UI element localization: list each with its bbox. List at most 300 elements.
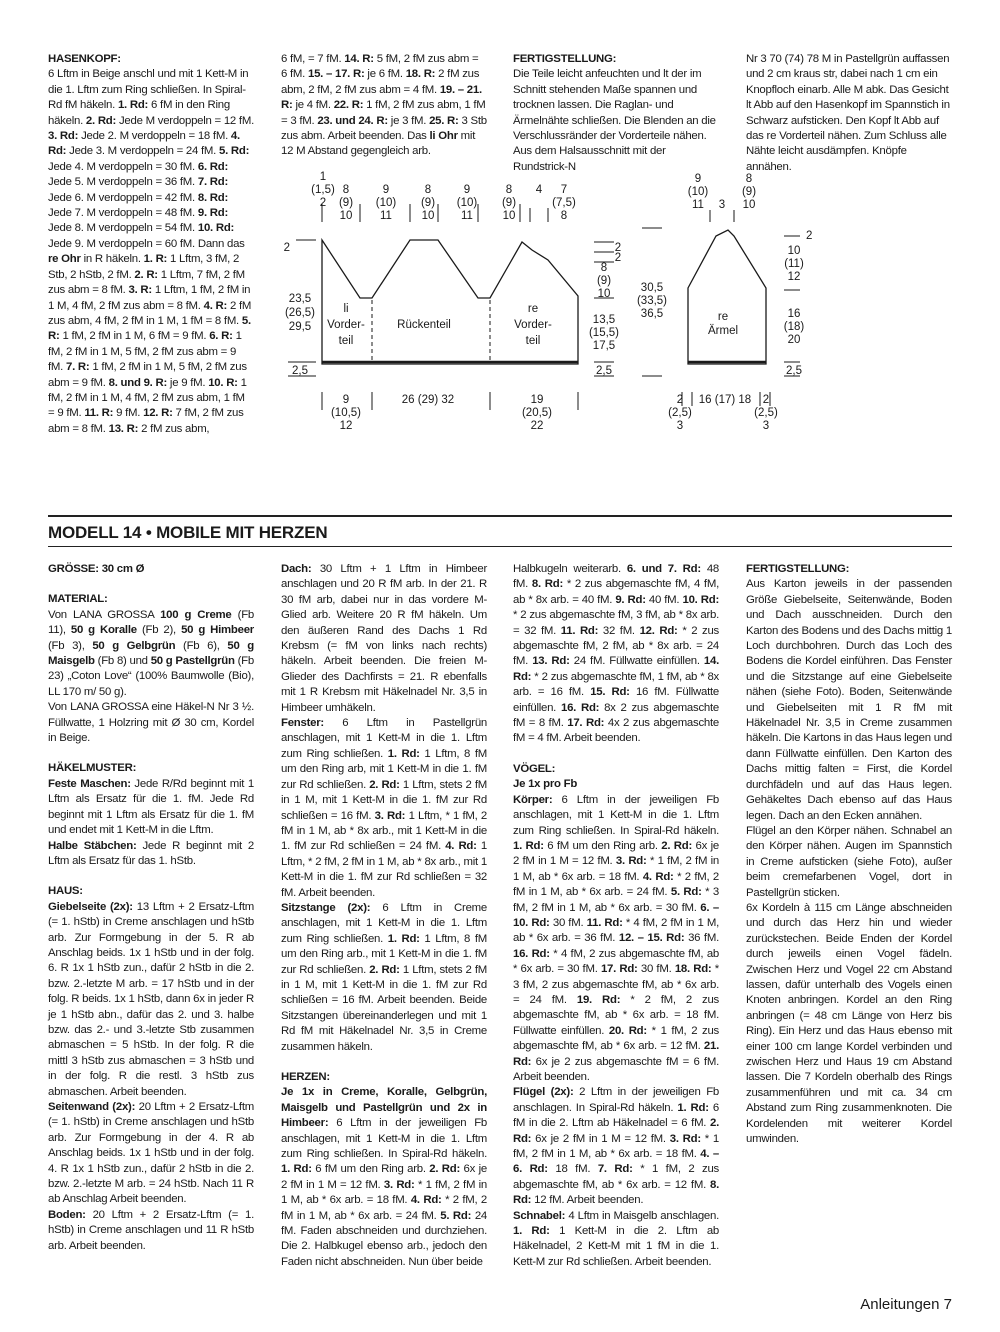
piece-label: re	[717, 311, 729, 323]
bold-label: 19. Rd:	[576, 993, 621, 1006]
text-column-material	[48, 562, 254, 1254]
text-run: 6x je 2 fM in 1 M = 12 fM.	[281, 1163, 487, 1191]
paragraph	[48, 900, 254, 1100]
text-run: Von LANA GROSSA eine Häkel-N Nr 3 ½. Füllwatte, 1 Holzring mit Ø 30 cm, Kordel in Beige.	[48, 701, 254, 745]
dimension-label: 2	[762, 394, 770, 406]
text-run: Jede 4. M verdoppeln = 30 fM.	[48, 160, 198, 173]
dimension-label: 4	[535, 184, 543, 196]
text-run: Jede 7. M verdoppeln = 48 fM.	[48, 207, 198, 220]
dimension-label: (10,5)	[330, 407, 362, 419]
bold-label: 14. R:	[344, 53, 374, 65]
text-run: 20 Lftm + 2 Ersatz-Lftm (= 1. hStb) in Creme anschlagen und 11 R hStb arb. Arbeit beenden.	[48, 1208, 254, 1252]
piece-label: Vorder-	[514, 319, 552, 331]
dimension-label: (26,5)	[284, 307, 316, 319]
text-run: je 6 fM.	[364, 68, 406, 81]
dimension-label: 7	[560, 184, 568, 196]
text-run: * 2 fM, 2 zus abgemaschte fM, ab * 6x arb. = 18 fM. Füllwatte einfüllen.	[513, 993, 719, 1037]
text-run: * 4 fM, 2 fM in 1 M, ab * 6x arb. = 36 fM.	[513, 916, 719, 945]
bold-label: 3. Rd:	[374, 809, 406, 822]
dimension-label: 12	[339, 420, 353, 432]
bold-label: 1. R:	[143, 253, 168, 266]
paragraph	[746, 577, 952, 824]
text-run: 1 fM, 2 fM in 1 M, 5 fM, 2 fM zus abm = 9 fM.	[48, 330, 242, 374]
text-run: 1 Lftm, 7 fM, 2 fM zus abm = 8 fM.	[48, 268, 245, 297]
text-run: 7 fM, 2 fM zus abm = 8 fM.	[48, 407, 244, 435]
bold-label: 18. Rd:	[674, 963, 712, 976]
dimension-label: 2	[614, 242, 622, 254]
text-run: * 2 zus abgemaschte fM, 1 fM, ab * 8x arb. = 16 fM.	[513, 670, 719, 699]
bold-label: 4. Rd:	[642, 870, 674, 883]
bold-label: 12. R:	[143, 407, 173, 420]
text-run: 13 Lftm + 2 Ersatz-Lftm (= 1. hStb) in Creme anschlagen und hStb arb. Zur Formgebung in der 5. R ab Anschlag beids. 1x 1 hStb und in der folg. 6. R 1x 1 hStb zun., dafür 2 hStb in die 2. bzw. 2.-letzte M arb. = 17 hStb und in der folg. R beids. 1x 1 hStb, dann 6x in jeder R je 1 hStb abn., dafür das 2. und 3. halbe bzw. das 2.- und 3.-letzte Stb zusammen abmaschen = 5 hStb. In der folg. R die mittl 3 hStb zus abmaschen = 3 hStb und in der folg. R die restl. 3 hStb zus abmaschen. Arbeit beenden.	[48, 900, 254, 1098]
spacer	[48, 869, 254, 884]
bold-label: 17. Rd:	[600, 963, 638, 976]
text-run: * 2 zus abgemaschte fM, 3 fM, ab * 8x arb. = 32 fM.	[513, 609, 719, 637]
bold-label: 7. R:	[65, 361, 90, 374]
paragraph	[513, 1085, 719, 1208]
dimension-label: 10	[742, 199, 756, 211]
dimension-label: 30,5	[640, 282, 664, 294]
dimension-label: 2	[614, 252, 622, 264]
text-run: 2 Lftm in der jeweiligen Fb anschlagen. In Spiral-Rd häkeln.	[513, 1086, 719, 1114]
bold-label: 4. Rd:	[445, 840, 477, 853]
text-run: Jede 5. M verdoppeln = 36 fM.	[48, 176, 198, 189]
dimension-label: 10	[502, 210, 516, 222]
piece-label: li	[343, 303, 349, 315]
bold-label: 7. Rd:	[197, 176, 229, 189]
text-run: 18 fM.	[547, 1163, 598, 1176]
subheading: FERTIGSTELLUNG:	[746, 563, 850, 575]
text-run: * 2 zus abgemaschte fM, 4 fM, ab * 8x arb. = 40 fM.	[513, 578, 719, 606]
text-column-dach	[281, 562, 487, 1270]
dimension-label: 12	[787, 271, 801, 283]
dimension-label: (2,5)	[754, 407, 778, 419]
text-run: 6 Lftm in Pastellgrün anschlagen, mit 1 Kett-M in die 1. Lftm zum Ring schließen.	[281, 717, 487, 760]
bold-label: 2. Rd:	[513, 1117, 719, 1145]
bold-label: 3. R:	[128, 284, 152, 297]
text-run: Jede 2. M verdoppeln = 18 fM.	[78, 130, 231, 143]
bold-label: 11. Rd:	[560, 624, 599, 637]
section-title: MODELL 14 • MOBILE MIT HERZEN	[48, 523, 328, 542]
text-run: * 2 zus abgemaschte fM, 2 fM, ab * 8x arb. = 24 fM.	[513, 624, 719, 668]
bold-label: 22. R:	[333, 99, 364, 112]
bold-label: 2. Rd:	[369, 778, 400, 791]
text-column-voegel	[513, 562, 719, 1270]
text-run: * 1 fM, 2 zus abgemaschte fM, ab * 6x arb. = 12 fM.	[513, 1024, 719, 1053]
text-run: 6x je 2 fM in 1 M = 12 fM.	[531, 1132, 670, 1145]
text-run: * 2 fM, 2 fM in 1 M, ab * 6x arb. = 24 fM.	[281, 1194, 487, 1222]
bold-label: 1. Rd:	[387, 932, 420, 945]
bold-label: 9. Rd:	[197, 207, 229, 220]
text-run: 12 fM. Arbeit beenden.	[531, 1194, 644, 1207]
dimension-label: (10)	[456, 197, 478, 209]
text-run: je 4 fM.	[292, 99, 334, 112]
bold-label: 6. – 10. Rd:	[513, 901, 719, 929]
text-run: Nr 3 70 (74) 78 M in Pastellgrün auffassen und 2 cm kraus str, dabei nach 1 cm ein Knopfloch einarb. Alle M abk. Das Gesicht lt Abb auf den Hasenkopf im Spannstich in Schwarz aufsticken. Den Kopf lt Abb auf das re Vorderteil nähen. Zum Schluss alle Nähte leicht ausdämpfen. Knöpfe annähen.	[746, 53, 950, 173]
dimension-label: 2	[319, 197, 327, 209]
text-run: 1 fM, 2 fM in 1 M, 5 fM, 2 fM zus abm = 9 fM.	[48, 361, 247, 389]
text-run: Jede 9. M verdoppeln = 60 fM. Dann das	[48, 237, 245, 250]
bold-label: 6. Rd:	[197, 160, 229, 173]
paragraph	[746, 901, 952, 1148]
text-run: (Fb 6),	[175, 639, 228, 652]
dimension-label: (7,5)	[552, 197, 576, 209]
text-run: 1 Lftm, 8 fM um den Ring arb, mit 1 Kett-M in die 1. fM zur Rd schließen.	[281, 747, 487, 791]
text-run: 6x je 2 fM in 1 M = 12 fM.	[513, 839, 719, 868]
text-run: 1 fM, 2 fM in 1 M, 6 fM = 9 fM.	[59, 330, 210, 343]
dimension-label: (33,5)	[636, 295, 668, 307]
text-run: 2 fM zus abm, 4 fM, 2 fM in 1 M, 1 fM = 8 fM.	[48, 299, 252, 327]
piece-label: teil	[338, 335, 354, 347]
text-run: 24 fM. Füllwatte einfüllen.	[569, 655, 704, 668]
dimension-label: 16	[787, 308, 801, 320]
text-run: (Fb 8) und	[94, 655, 151, 668]
dimension-label: 29,5	[288, 321, 312, 333]
dimension-label: (15,5)	[588, 327, 620, 339]
text-run: 16 fM. Füllwatte einfüllen.	[513, 686, 719, 714]
subheading: VÖGEL:	[513, 762, 556, 775]
text-run: Jede 8. M verdoppeln = 54 fM.	[48, 222, 198, 235]
bold-label: 4. Rd:	[48, 130, 240, 158]
text-run: 4 Lftm in Maisgelb anschlagen.	[565, 1209, 719, 1222]
dimension-label: 9	[382, 184, 390, 196]
paragraph	[48, 1100, 254, 1208]
dimension-label: 2	[283, 242, 290, 254]
bold-label: 2. Rd:	[429, 1163, 461, 1176]
bold-label: 7. Rd:	[597, 1163, 633, 1176]
text-run: Jede 6. M verdoppeln = 42 fM.	[48, 191, 198, 204]
paragraph	[281, 52, 487, 160]
bold-label: 1. Rd:	[677, 1101, 709, 1114]
dimension-label: 8	[424, 184, 432, 196]
dimension-label: (10)	[687, 186, 709, 198]
bold-label: Dach:	[281, 563, 312, 575]
text-run: 1 Lftm, 3 fM, 2 Stb, 2 hStb, 2 fM.	[48, 253, 240, 281]
bold-label: 50 g Himbeer	[181, 624, 254, 637]
text-run: 30 fM.	[637, 963, 675, 976]
text-run: 2 fM zus abm,	[138, 422, 210, 435]
text-run: (Fb 3),	[48, 639, 93, 652]
text-run: Halbkugeln weiterarb.	[513, 563, 627, 575]
text-run: 2 fM zus abm, 2 fM, 2 fM zus abm = 4 fM.	[281, 68, 480, 96]
paragraph	[48, 839, 254, 870]
piece-label: Ärmel	[707, 325, 739, 337]
dimension-label: 11	[461, 210, 473, 222]
text-run: * 3 fM, 2 zus abgemaschte fM, ab * 6x arb. = 24 fM.	[513, 963, 719, 1006]
text-run: * 1 fM, 2 zus abgemaschte fM, ab * 6x arb. = 12 fM.	[513, 1163, 719, 1191]
piece-label: Rückenteil	[397, 319, 451, 331]
body-outline	[322, 240, 578, 364]
bold-label: 4. – 6. Rd:	[513, 1148, 719, 1176]
text-run: je 3 fM.	[387, 114, 430, 127]
bold-label: 23. und 24. R:	[317, 114, 388, 127]
spacer	[48, 577, 254, 592]
text-run: Von LANA GROSSA	[48, 608, 161, 621]
dimension-label: (9)	[420, 197, 436, 209]
text-run: * 4 fM, 2 zus abgemaschte fM, ab * 6x arb. = 30 fM.	[513, 947, 719, 976]
paragraph	[746, 52, 952, 175]
dimension-label: 23,5	[288, 293, 312, 305]
bold-label: 18. R:	[405, 68, 436, 81]
dimension-label: 11	[692, 199, 704, 211]
dimension-label: 20	[787, 334, 801, 346]
bold-label: Halbe Stäbchen:	[48, 839, 137, 852]
text-run: 24 fM. Faden abschneiden und durchziehen. Die 2. Halbkugel ebenso arb., jedoch den Faden nicht abschneiden. Nun über beide	[281, 1209, 487, 1268]
dimension-label: 11	[380, 210, 392, 222]
dimension-label: 16 (17) 18	[698, 394, 752, 406]
bold-label: 4. Rd:	[410, 1194, 442, 1207]
text-run: 9 fM.	[113, 407, 144, 420]
bold-label: Je 1x in Creme, Koralle, Gelbgrün, Maisgelb und Pastellgrün und 2x in Himbeer:	[281, 1086, 487, 1130]
bold-label: 25. R:	[429, 114, 459, 127]
bold-label: 5. Rd:	[219, 145, 250, 158]
dimension-label: 9	[694, 173, 702, 185]
text-run: 6 fM in den Ring häkeln.	[48, 99, 230, 127]
spacer	[513, 747, 719, 762]
subheading: HÄKELMUSTER:	[48, 762, 137, 775]
text-column-fertigstellung-mobile	[746, 562, 952, 1147]
bold-label: 50 g Koralle	[70, 624, 137, 637]
text-run: 8x 2 zus abgemaschte fM = 8 fM.	[513, 701, 719, 730]
section-header	[48, 515, 952, 547]
dimension-label: 9	[463, 184, 471, 196]
bold-label: Schnabel:	[513, 1209, 566, 1222]
bold-label: 16. Rd:	[513, 947, 550, 960]
bold-label: 100 g Creme	[160, 608, 232, 621]
dimension-label: (18)	[783, 321, 805, 333]
text-run: 4x 2 zus abgemaschte fM = 4 fM. Arbeit beenden.	[513, 717, 719, 745]
text-run: 6 Lftm in der jeweiligen Fb anschlagen, mit 1 Kett-M in die 1. Lftm zum Ring schließen. In Spiral-Rd häkeln.	[281, 1117, 487, 1161]
bold-label: 8. Rd:	[197, 191, 229, 204]
dimension-label: 13,5	[592, 314, 616, 326]
text-run: 6 Lftm in Creme anschlagen, mit 1 Kett-M in die 1. Lftm zum Ring schließen.	[281, 901, 487, 945]
bold-label: 3. Rd:	[383, 1178, 415, 1191]
bold-label: Flügel (2x):	[513, 1086, 574, 1099]
bold-label: 15. – 17. R:	[307, 68, 365, 81]
bold-label: 12. Rd:	[639, 624, 678, 637]
dimension-label: (20,5)	[521, 407, 553, 419]
subheading: GRÖSSE: 30 cm Ø	[48, 563, 145, 575]
subheading: HERZEN:	[281, 1071, 330, 1083]
subheading: FERTIGSTELLUNG:	[513, 53, 617, 65]
dimension-label: (11)	[784, 258, 804, 270]
dimension-label: 8	[745, 173, 753, 185]
bold-label: 11. Rd:	[586, 916, 623, 929]
dimension-label: 8	[505, 184, 513, 196]
bold-label: 3. Rd:	[48, 130, 79, 143]
bold-label: 14. Rd:	[513, 655, 719, 683]
piece-label: re	[527, 303, 539, 315]
text-run: 6 fM um den Ring arb.	[543, 839, 662, 852]
bold-label: 2. Rd:	[85, 114, 117, 127]
text-run: * 3 fM, 2 fM in 1 M, ab * 6x arb. = 30 fM.	[513, 886, 719, 914]
dimension-label: 8	[600, 262, 608, 274]
text-run: Flügel an den Körper nähen. Schnabel an den Körper nähen. Augen im Spannstich in Creme aufsticken (siehe Foto), außer beim cremefarbenen Vogel, dort in Pastellgrün sticken.	[746, 824, 952, 899]
bold-label: 8. und 9. R:	[108, 376, 168, 389]
dimension-label: 10	[421, 210, 435, 222]
text-run: 40 fM.	[645, 593, 683, 606]
text-run: 36 fM.	[684, 932, 719, 945]
text-run: * 1 fM, 2 fM in 1 M, ab * 6x arb. = 18 fM.	[513, 855, 719, 883]
sleeve-outline	[688, 230, 766, 364]
text-run: * 1 fM, 2 fM in 1 M, ab * 6x arb. = 18 fM.	[281, 1178, 487, 1207]
bold-label: 3. Rd:	[615, 855, 647, 868]
text-run: 6x je 2 zus abgemaschte fM = 6 fM. Arbeit beenden.	[513, 1055, 719, 1083]
text-run: mit 12 M Abstand gegengleich arb.	[281, 130, 476, 158]
bold-label: 1. Rd:	[281, 1163, 312, 1176]
text-run: 6 fM in die 2. Lftm ab Häkelnadel = 6 fM.	[513, 1101, 719, 1130]
bold-label: 21. Rd:	[513, 1040, 719, 1068]
text-run: 30 fM.	[549, 916, 587, 929]
dimension-label: 36,5	[640, 308, 664, 320]
subheading: MATERIAL:	[48, 593, 108, 606]
text-run: 1 Lftm, 1 fM, 2 fM in 1 M, 4 fM, 2 fM zus abm = 8 fM.	[48, 284, 251, 312]
text-run: 1 Lftm, * 1 fM, 2 fM in 1 M, ab * 8x arb., mit 1 Kett-M in die 1. fM zur Rd schließen = 24 fM.	[281, 809, 487, 853]
bold-label: Boden:	[48, 1208, 86, 1221]
dimension-label: (10)	[375, 197, 397, 209]
paragraph	[513, 562, 719, 747]
dimension-label: 3	[718, 199, 726, 211]
text-run: 1 Lftm, stets 2 fM in 1 M, mit 1 Kett-M in die 1. fM zur Rd schließen = 16 fM.	[281, 778, 487, 822]
dimension-label: 10	[787, 245, 801, 257]
text-column-fertigstellung-cont	[746, 52, 952, 175]
dimension-label: (9)	[338, 197, 354, 209]
text-run: Aus Karton jeweils in der passenden Größe Giebelseite, Seitenwände, Boden und Dach ausschneiden. Durch den Karton des Bodens und des Dachs mittig 1 Loch durchbohren. Durch das Loch des Bodens die Kordel einführen. Das Fenster und die Sitzstange auf eine Giebelseite nähen (siehe Foto). Boden, Seitenwände und Giebelseiten mit 1 R fM mit Häkelnadel Nr. 3,5 in Creme zusammen häkeln. Die Kartons in das Haus legen und dann Füllwatte einfüllen. Den Karton des Dachs mittig falten = First, die Kordel durchfädeln und auf das Haus legen. Gehäkeltes Dach ebenso auf das Haus legen. Dach an den Ecken annähen.	[746, 578, 952, 822]
spacer	[281, 1055, 487, 1070]
text-run: je 9 fM.	[167, 376, 209, 389]
dimension-label: 2	[676, 394, 684, 406]
text-run: Die Teile leicht anfeuchten und lt der im Schnitt stehenden Maße spannen und trocknen lassen. Die Raglan- und Ärmelnähte schließen. Die Blenden an die Verschlussränder der Vorderteile nähen. Aus dem Halsausschnitt mit der Rundstrick-N	[513, 68, 716, 173]
dimension-label: 26 (29) 32	[401, 394, 455, 406]
text-run: 6 fM um den Ring arb.	[311, 1163, 430, 1176]
bold-label: 20. Rd:	[608, 1024, 647, 1037]
dimension-label: 2,5	[596, 365, 612, 377]
piece-label: teil	[525, 335, 541, 347]
bold-label: 1. Rd:	[513, 839, 544, 852]
bold-label: 16. Rd:	[561, 701, 600, 714]
text-run: 6x Kordeln à 115 cm Länge abschneiden und durch das Herz hin und wieder zurückstechen. Beide Enden der Kordel durch jeweils einen Vogel fädeln. Zwischen Herz und Vogel 22 cm Abstand lassen, dafür unterhalb des Vogels einen Knoten anbringen. Kordel an den Ring anbringen (= 48 cm Länge von Herz bis Ring). Ein Herz und das Haus ebenso mit einer 100 cm lange Kordel verbinden und zwischen Herz und Haus 19 cm Abstand lassen. Die 7 Kordeln oberhalb des Rings zusammenführen und mit ca. 34 cm Abstand zum Ring zusammenknoten. Die Kordelenden mit weiterer Kordel umwinden.	[746, 901, 952, 1146]
bold-label: 2. R:	[134, 268, 158, 281]
bold-label: 50 g Maisgelb	[48, 639, 254, 668]
text-run: (Fb 23) „Coton Love“ (100% Baumwolle (Bio), LL 170 m/ 50 g).	[48, 655, 254, 698]
bold-label: 12. – 15. Rd:	[618, 932, 685, 945]
text-run: 1 Lftm, stets 2 fM in 1 M, mit 1 Kett-M in die 1. fM zur Rd schließen = 16 fM. Arbeit beenden. Beide Sitzstangen übereinanderlegen und mit 1 Rd fM mit Häkelnadel Nr. 3,5 in Creme zusammen häkeln.	[281, 963, 487, 1053]
bold-label: Giebelseite (2x):	[48, 900, 133, 913]
bold-label: Feste Maschen:	[48, 777, 131, 790]
text-run: in R häkeln.	[80, 253, 144, 266]
paragraph	[48, 777, 254, 839]
dimension-label: 22	[530, 420, 544, 432]
dimension-label: 8	[342, 184, 350, 196]
dimension-label: 2	[806, 230, 813, 242]
bold-label: Körper:	[513, 793, 553, 806]
text-run: (Fb 11),	[48, 608, 254, 637]
bold-label: 10. Rd:	[197, 222, 235, 235]
bold-label: re Ohr	[48, 253, 81, 266]
bold-label: 15. Rd:	[590, 686, 630, 699]
dimension-label: 17,5	[592, 340, 616, 352]
text-column-fertigstellung	[513, 52, 719, 175]
dimension-label: (9)	[741, 186, 757, 198]
dimension-label: 3	[676, 420, 684, 432]
paragraph	[513, 67, 719, 175]
dimension-label: 8	[560, 210, 568, 222]
text-run: (Fb 2),	[136, 624, 182, 637]
dimension-label: 9	[342, 394, 350, 406]
text-run: 32 fM.	[598, 624, 640, 637]
bold-label: 1. Rd:	[117, 99, 149, 112]
text-run: 6 fM, = 7 fM.	[281, 53, 345, 65]
text-run: 6 Lftm in der jeweiligen Fb anschlagen, mit 1 Kett-M in die 1. Lftm zum Ring schließen. In Spiral-Rd häkeln.	[513, 793, 719, 837]
spacer	[48, 746, 254, 761]
paragraph	[513, 1209, 719, 1271]
bold-label: 8. Rd:	[531, 578, 563, 591]
bold-label: 5. Rd:	[670, 886, 702, 899]
text-run: 20 Lftm + 2 Ersatz-Lftm (= 1. hStb) in Creme anschlagen und hStb arb. Zur Formgebung in der 4. R ab Anschlag beids. 1x 1 hStb und in der folg. 4. R 1x 1 hStb zun., dafür 2 hStb in die 2. bzw. 2.-letzte M arb. = 24 hStb. Nach 11 R ab Anschlag Arbeit beenden.	[48, 1101, 254, 1206]
text-run: Jede R beginnt mit 2 Lftm als Ersatz für das 1. hStb.	[48, 839, 254, 867]
dimension-label: 3	[762, 420, 770, 432]
bold-label: Fenster:	[281, 717, 324, 730]
text-run: 48 fM.	[513, 563, 719, 591]
paragraph	[48, 700, 254, 746]
dimension-label: 10	[597, 288, 611, 300]
bold-label: 17. Rd:	[567, 717, 605, 730]
bold-label: 19. – 21. R:	[281, 83, 482, 112]
text-run: 1 Kett-M in die 2. Lftm ab Häkelnadel, 2 Kett-M mit 1 fM in die 1. Kett-M zur Rd schließen. Arbeit beenden.	[513, 1225, 719, 1268]
bold-label: Sitzstange (2x):	[281, 901, 371, 914]
piece-label: Vorder-	[327, 319, 365, 331]
dimension-label: 2,5	[292, 365, 308, 377]
dimension-label: (2,5)	[668, 407, 692, 419]
bold-label: 5. R:	[48, 314, 251, 343]
bold-label: 4. R:	[203, 299, 228, 312]
bold-label: 50 g Pastellgrün	[150, 655, 235, 668]
subheading: Je 1x pro Fb	[513, 778, 578, 791]
text-run: * 2 fM, 2 fM in 1 M, ab * 6x arb. = 24 fM.	[513, 870, 719, 899]
bold-label: 10. R:	[208, 376, 238, 389]
text-column-hasenkopf-cont	[281, 52, 487, 160]
paragraph	[281, 562, 487, 716]
text-run: 5 fM, 2 fM zus abm = 6 fM.	[281, 53, 479, 81]
bold-label: 10. Rd:	[682, 593, 719, 606]
text-run: Jede R/Rd beginnt mit 1 Lftm als Ersatz für die 1. fM. Jede Rd beginnt mit 1 Lftm als Ersatz für die 1. fM und endet mit 1 Kett-M in die Lftm.	[48, 777, 254, 837]
bold-label: 13. Rd:	[532, 655, 570, 668]
bold-label: 8. Rd:	[513, 1178, 719, 1207]
page-footer: Anleitungen 7	[860, 1296, 952, 1313]
bold-label: 6. und 7. Rd:	[626, 563, 701, 575]
text-run: * 1 fM, 2 fM in 1 M, ab * 6x arb. = 18 fM.	[513, 1132, 719, 1161]
paragraph	[281, 716, 487, 901]
subheading: HASENKOPF:	[48, 53, 121, 65]
text-run: 1 fM, 2 fM in 1 M, 4 fM, 2 fM zus abm, 1 fM = 9 fM.	[48, 376, 247, 420]
bold-label: 13. R:	[108, 422, 139, 435]
bold-label: 2. Rd:	[661, 839, 693, 852]
paragraph	[48, 608, 254, 700]
dimension-label: 19	[530, 394, 544, 406]
bold-label: 1. Rd:	[387, 747, 420, 760]
bold-label: 9. Rd:	[615, 593, 646, 606]
bold-label: 6. R:	[209, 330, 233, 343]
paragraph	[48, 67, 254, 437]
paragraph	[281, 901, 487, 1055]
bold-label: 1. Rd:	[513, 1225, 550, 1238]
dimension-label: 2,5	[786, 365, 802, 377]
dimension-label: 10	[339, 210, 353, 222]
text-run: Jede M verdoppeln = 12 fM.	[116, 114, 254, 127]
text-run: 30 Lftm + 1 Lftm in Himbeer anschlagen und 20 R fM arb. In der 21. R 30 fM arb, dabei nur in das vordere M-Glied arb. Weitere 20 R fM häkeln. Um den äußeren Rand des Dachs 1 Rd Krebsm (= fM von links nach rechts) häkeln. Arbeit beenden. Die freien M-Glieder des Dachfirsts = 21. R ebenfalls mit 1 R Krebsm mit Häkelnadel Nr. 3,5 in Himbeer umhäkeln.	[281, 563, 487, 714]
text-run: 6 Lftm in Beige anschl und mit 1 Kett-M in die 1. Lftm zum Ring schließen. In Spiral-Rd fM häkeln.	[48, 68, 249, 112]
paragraph	[48, 1208, 254, 1254]
